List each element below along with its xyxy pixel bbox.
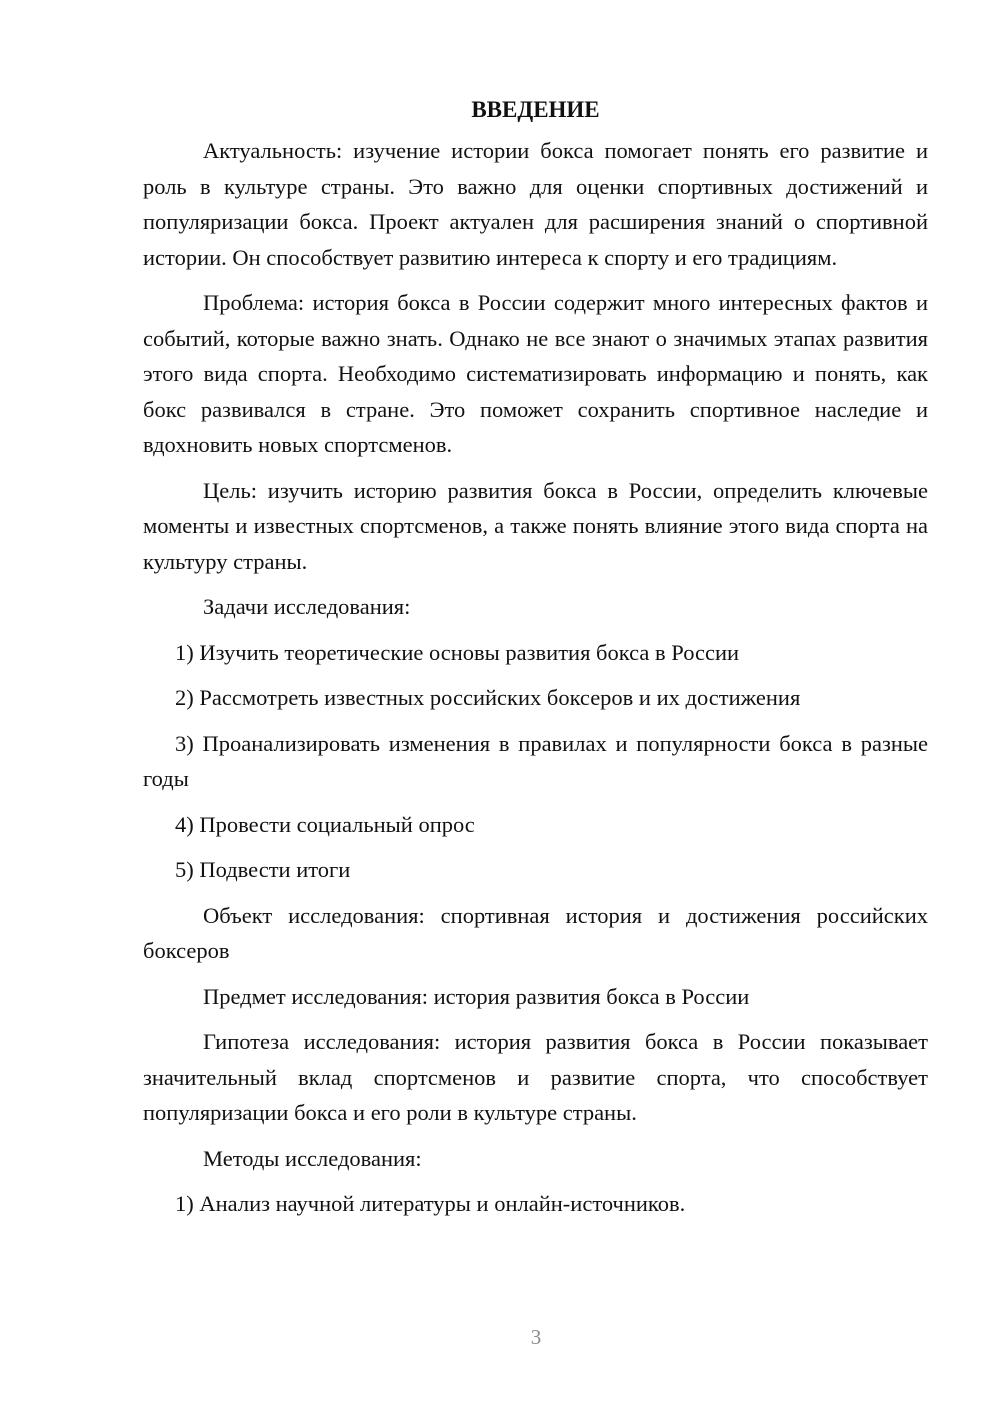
paragraph-problem: Проблема: история бокса в России содержит много интересных фактов и событий, которые важно знать. Однако не все знают о значимых этапах развития этого вида спорта. Необходимо систематизировать информацию и понять, как бокс развивался в стране. Это поможет сохранить спортивное наследие и вдохновить новых спортсменов. bbox=[143, 290, 928, 457]
paragraph-goal: Цель: изучить историю развития бокса в России, определить ключевые моменты и известных спортсменов, а также понять влияние этого вида спорта на культуру страны. bbox=[143, 477, 928, 574]
paragraph-object: Объект исследования: спортивная история и достижения российских боксеров bbox=[143, 902, 928, 963]
task-item-3: 3) Проанализировать изменения в правилах и популярности бокса в разные годы bbox=[143, 730, 928, 791]
task-item-1: 1) Изучить теоретические основы развития бокса в России bbox=[175, 639, 740, 665]
paragraph-subject: Предмет исследования: история развития бокса в России bbox=[203, 983, 750, 1009]
page-content bbox=[143, 92, 928, 1232]
task-item-5: 5) Подвести итоги bbox=[175, 857, 351, 882]
task-item-2: 2) Рассмотреть известных российских боксеров и их достижения bbox=[175, 685, 801, 710]
method-item-1: 1) Анализ научной литературы и онлайн-источников. bbox=[175, 1191, 686, 1216]
paragraph-hypothesis: Гипотеза исследования: история развития бокса в России показывает значительный вклад спортсменов и развитие спорта, что способствует популяризации бокса и его роли в культуре страны. bbox=[143, 1029, 928, 1125]
task-item-4: 4) Провести социальный опрос bbox=[175, 811, 475, 837]
paragraph-tasks-heading: Задачи исследования: bbox=[203, 594, 411, 619]
paragraph-relevance: Актуальность: изучение истории бокса помогает понять его развитие и роль в культуре страны. Это важно для оценки спортивных достижений и популяризации бокса. Проект актуален для расширения знаний о спортивной истории. Он способствует развитию интереса к спорту и его традициям. bbox=[143, 138, 928, 270]
page-number: 3 bbox=[530, 1325, 542, 1349]
section-heading: ВВЕДЕНИЕ bbox=[471, 97, 600, 122]
paragraph-methods-heading: Методы исследования: bbox=[203, 1145, 422, 1171]
